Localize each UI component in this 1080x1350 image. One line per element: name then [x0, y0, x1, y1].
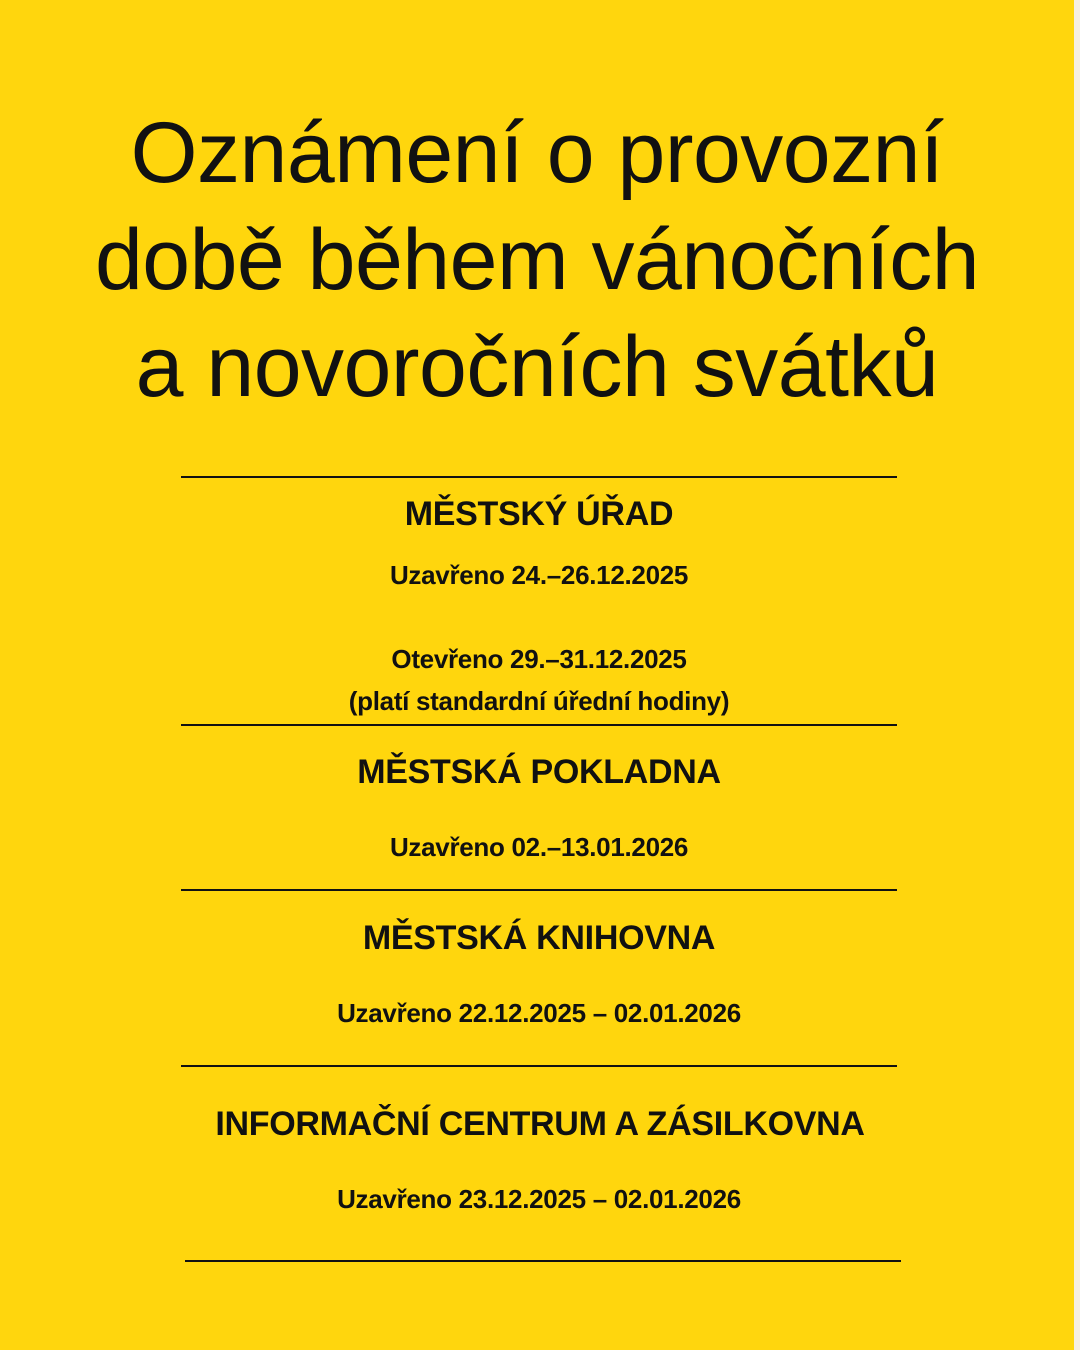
section-heading-informacni-centrum: INFORMAČNÍ CENTRUM A ZÁSILKOVNA	[215, 1105, 865, 1143]
title-line: době během vánočních	[94, 212, 980, 308]
divider	[185, 1260, 901, 1262]
section-line: Otevřeno 29.–31.12.2025	[391, 644, 687, 674]
divider	[181, 889, 897, 891]
title-line: a novoročních svátků	[135, 319, 939, 415]
section-line: (platí standardní úřední hodiny)	[348, 686, 730, 716]
title-line: Oznámení o provozní	[130, 105, 944, 201]
divider	[181, 476, 897, 478]
section-heading-mestska-pokladna: MĚSTSKÁ POKLADNA	[357, 753, 721, 791]
section-line: Uzavřeno 23.12.2025 – 02.01.2026	[337, 1184, 741, 1214]
divider	[181, 724, 897, 726]
section-line: Uzavřeno 24.–26.12.2025	[389, 560, 689, 590]
section-line: Uzavřeno 02.–13.01.2026	[389, 832, 689, 862]
section-heading-mestska-knihovna: MĚSTSKÁ KNIHOVNA	[362, 919, 716, 957]
page-title	[0, 100, 1074, 421]
divider	[181, 1065, 897, 1067]
section-line: Uzavřeno 22.12.2025 – 02.01.2026	[337, 998, 741, 1028]
section-heading-mestsky-urad: MĚSTSKÝ ÚŘAD	[404, 495, 674, 533]
